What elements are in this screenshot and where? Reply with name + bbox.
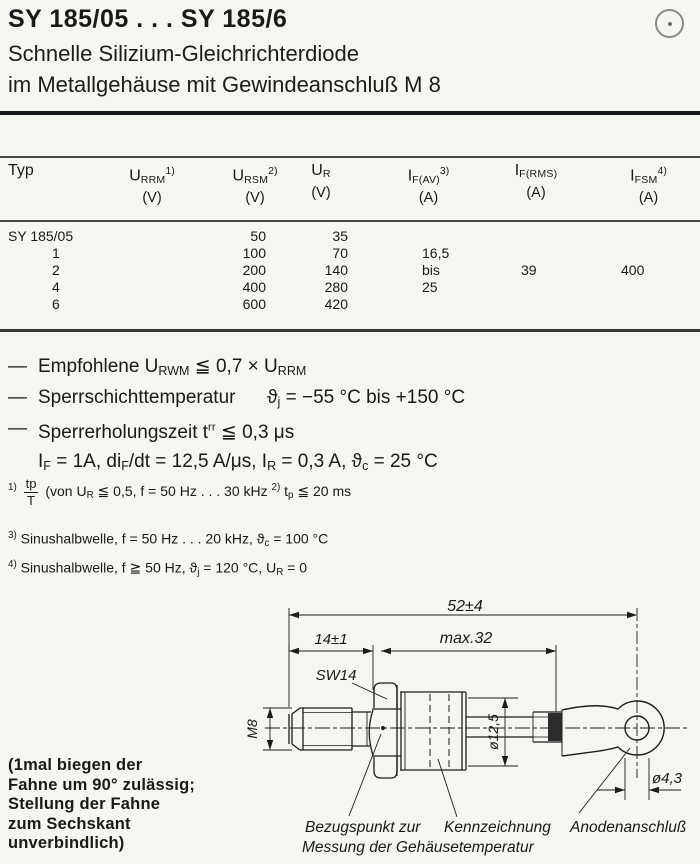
table-cell	[581, 296, 692, 313]
divider-table-bottom	[0, 329, 700, 332]
table-header-row	[8, 162, 692, 228]
divider-table-top	[0, 156, 700, 158]
label-thread-m8: M8	[244, 719, 260, 739]
table-cell: 4	[52, 279, 60, 295]
bend-note-line: Stellung der Fahne	[8, 795, 161, 813]
table-cell: 70	[332, 245, 348, 261]
dim-label-total-length: 52±4	[447, 598, 483, 615]
dash-bullet: —	[8, 387, 27, 408]
table-cell	[108, 262, 196, 279]
table-cell: 280	[324, 279, 348, 295]
note-junction-temperature: — Sperrschichttemperatur $ϑ_j = -55$ °C bis +150 °C	[0, 383, 700, 414]
bend-note	[8, 756, 195, 854]
registration-mark-icon	[655, 9, 684, 38]
table-cell: 6	[52, 296, 60, 312]
dim-label-body-diameter: ø12,5	[485, 714, 501, 750]
table-row	[8, 296, 692, 313]
col-header-ursm: $U_{RSM}^{2)}$ (V)	[232, 165, 278, 207]
table-cell: 140	[324, 262, 348, 278]
anode-flag-terminal	[562, 701, 664, 756]
dimension-thread-m8	[263, 708, 292, 750]
table-cell: 200	[242, 262, 266, 278]
dim-label-body-length: max.32	[439, 630, 493, 647]
table-cell	[108, 296, 196, 313]
bend-note-line: (1mal biegen der	[8, 756, 143, 774]
subtitle-line-1: Schnelle Silizium-Gleichrichterdiode	[8, 41, 359, 66]
table-cell: 35	[332, 228, 348, 244]
table-cell	[356, 296, 471, 313]
table-cell	[356, 228, 471, 245]
col-header-ifrms: $I_{F(RMS)}$ (A)	[514, 162, 558, 201]
table-cell: bis	[422, 262, 440, 278]
table-row	[8, 262, 692, 279]
table-cell	[108, 279, 196, 296]
note-recommended-urwm: — Empfohlene $U_{RWM}$ ≦ $0,7 \times U_{RRM}$	[0, 352, 700, 383]
leader-sw14	[352, 683, 387, 699]
col-header-ifav: $I_{F(AV)}^{3)}$ (A)	[407, 165, 450, 207]
table-cell	[471, 245, 581, 262]
page-title: SY 185/05 . . . SY 185/6	[8, 5, 288, 33]
table-cell: 100	[242, 245, 266, 261]
label-ref-point-line1: Bezugspunkt zur	[305, 819, 421, 836]
col-header-ur: $U_R$ (V)	[311, 162, 331, 201]
notes-section	[0, 352, 700, 478]
table-cell: 400	[621, 262, 645, 278]
table-cell: 39	[521, 262, 537, 278]
table-row	[8, 279, 692, 296]
footnote-1: $^{1)}$ $\frac{tp}{T}$ (von $U_R$ ≦ 0,5, f = 50 Hz . . . 30 kHz $^{2)}$ $t_p$ ≦ 20 ms	[8, 476, 352, 508]
table-cell: 600	[242, 296, 266, 312]
table-cell	[108, 228, 196, 245]
bend-note-line: unverbindlich)	[8, 834, 125, 852]
table-cell	[581, 228, 692, 245]
table-cell: 400	[242, 279, 266, 295]
subtitle-line-2: im Metallgehäuse mit Gewindeanschluß M 8	[8, 72, 441, 97]
table-cell: 1	[52, 245, 60, 261]
table-cell: 420	[324, 296, 348, 312]
crimp-hatch	[548, 713, 562, 741]
table-cell	[471, 228, 581, 245]
lead-wire	[466, 712, 562, 742]
leader-marking	[438, 759, 457, 817]
fraction: $\frac{tp}{T}$	[25, 476, 37, 508]
table-cell	[108, 245, 196, 262]
label-marking: Kennzeichnung	[444, 819, 551, 836]
table-body	[8, 228, 692, 313]
table-cell: 2	[52, 262, 60, 278]
table-cell	[471, 296, 581, 313]
table-cell	[581, 279, 692, 296]
dim-label-thread-length: 14±1	[314, 631, 348, 648]
table-cell	[471, 279, 581, 296]
leader-anode	[579, 748, 630, 813]
col-header-typ: Typ	[8, 162, 34, 179]
label-wrench-size: SW14	[315, 667, 357, 684]
footnote-4: $^{4)}$ Sinushalbwelle, f ≧ 50 Hz, $ϑ_j = 120$ °C, $U_R = 0$	[8, 559, 308, 579]
divider-header	[0, 111, 700, 115]
table-cell: 25	[422, 279, 438, 295]
dash-bullet: —	[8, 356, 27, 377]
page-subtitle	[8, 38, 441, 100]
label-ref-point-line2: Messung der Gehäusetemperatur	[302, 839, 534, 856]
label-anode-connection: Anodenanschluß	[570, 819, 687, 836]
table-row	[8, 228, 692, 245]
footnote-3: $^{3)}$ Sinushalbwelle, f = 50 Hz . . . 20 kHz, $ϑ_c = 100$ °C	[8, 530, 329, 550]
dash-bullet: —	[8, 418, 27, 439]
table-cell: SY 185/05	[8, 228, 74, 244]
note-reverse-recovery: — Sperrerholungszeit $t^{rr}$ ≦ 0,3 μs	[0, 414, 700, 447]
dimension-body-length	[381, 645, 556, 712]
table-cell	[581, 245, 692, 262]
case-temperature-reference-dot	[381, 726, 385, 730]
ratings-table	[8, 162, 692, 313]
table-cell: 16,5	[422, 245, 450, 261]
bend-note-line: zum Sechskant	[8, 814, 131, 833]
table-cell: 50	[250, 228, 266, 244]
dim-label-hole-diameter: ø4,3	[652, 770, 683, 787]
hex-nut	[369, 683, 401, 778]
note-test-conditions: $I_F = 1A$, $di_F/dt = 12,5$ A/μs, $I_R = 0,3$ A, $ϑ_c = 25$ °C	[38, 451, 438, 473]
threaded-stud	[289, 708, 371, 750]
col-header-urrm: $U_{RRM}^{1)}$ (V)	[129, 165, 175, 207]
device-body	[401, 692, 466, 770]
col-header-ifsm: $I_{FSM}^{4)}$ (A)	[630, 165, 667, 207]
bend-note-line: Fahne um 90° zulässig;	[8, 775, 196, 794]
table-row	[8, 245, 692, 262]
